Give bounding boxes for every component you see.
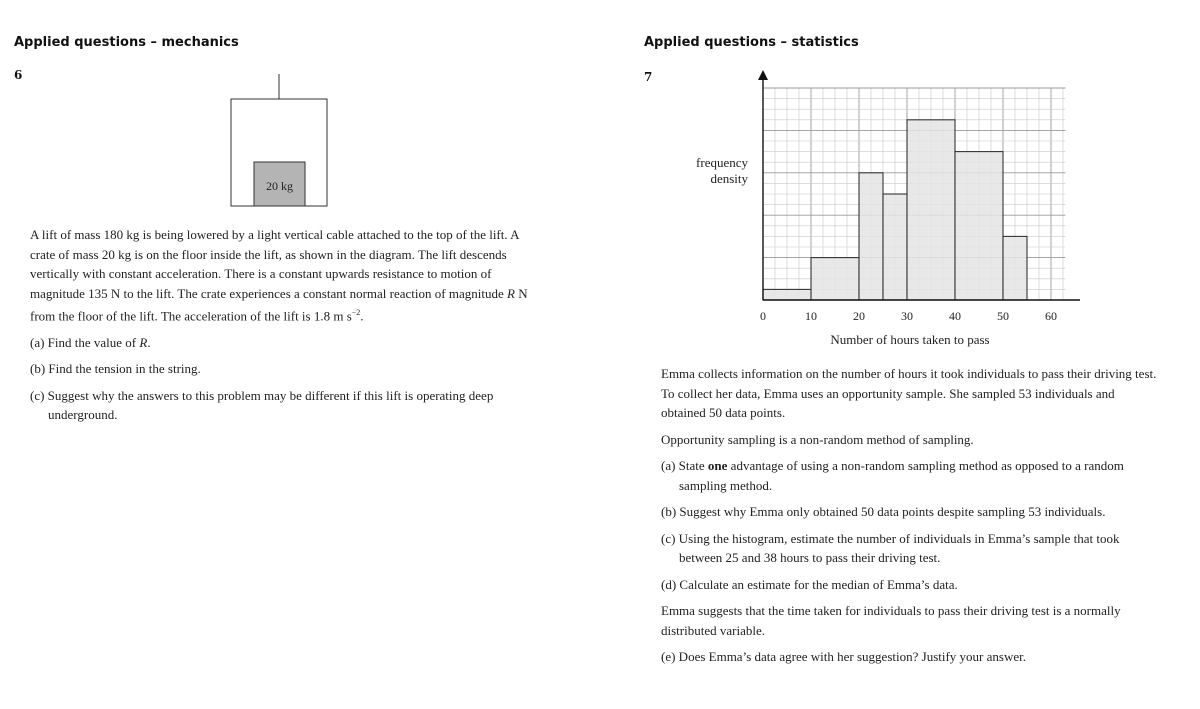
part-b: (b) Suggest why Emma only obtained 50 data points despite sampling 53 individuals. xyxy=(661,504,1106,519)
x-axis-label: Number of hours taken to pass xyxy=(830,332,990,347)
part-a-text: (a) Find the value of xyxy=(30,334,140,350)
part-a xyxy=(661,456,1181,476)
histogram-bar xyxy=(907,120,955,300)
question-number-7: 7 xyxy=(644,70,653,84)
part-c: (c) Using the histogram, estimate the number of individuals in Emma’s sample that took xyxy=(661,530,1120,546)
part-a-continued: sampling method. xyxy=(679,477,773,493)
histogram-bar xyxy=(811,258,859,300)
period: . xyxy=(147,334,151,350)
y-axis-arrow xyxy=(758,70,768,80)
statistics-question-text xyxy=(661,364,1181,667)
para-3: Emma suggests that the time taken for individuals to pass their driving test is a normally xyxy=(661,603,1121,618)
period: . xyxy=(360,308,364,324)
intro-line-text: magnitude 135 N to the lift. The crate experiences a constant normal reaction of magnitude xyxy=(30,285,507,301)
question-number-6: 6 xyxy=(14,68,23,82)
part-a-bold: one xyxy=(707,458,728,473)
part-a-text: advantage of using a non-random sampling method as opposed to a random xyxy=(727,458,1124,473)
lift-diagram xyxy=(228,72,332,208)
x-tick-label: 60 xyxy=(1045,309,1057,323)
crate-label: 20 kg xyxy=(266,179,293,193)
part-b: (b) Find the tension in the string. xyxy=(30,361,201,377)
var-r: R xyxy=(139,334,148,350)
y-axis-label-line: density xyxy=(710,171,748,186)
intro-line xyxy=(30,284,590,304)
y-axis-label-line: frequency xyxy=(696,155,748,170)
mechanics-heading: Applied questions – mechanics xyxy=(14,35,239,50)
statistics-heading: Applied questions – statistics xyxy=(644,35,859,50)
intro-line: A lift of mass 180 kg is being lowered by a light vertical cable attached to the top of the lift. A xyxy=(30,227,520,242)
histogram-bar xyxy=(763,289,811,300)
unit-n: N xyxy=(514,285,528,301)
histogram-bar xyxy=(1003,236,1027,300)
histogram-bar xyxy=(955,152,1003,300)
part-e: (e) Does Emma’s data agree with her suggestion? Justify your answer. xyxy=(661,649,1026,664)
para-2: Opportunity sampling is a non-random method of sampling. xyxy=(661,431,974,447)
part-d: (d) Calculate an estimate for the median of Emma’s data. xyxy=(661,576,958,592)
mechanics-question-text xyxy=(30,225,590,425)
histogram-bar xyxy=(883,194,907,300)
intro-line: vertically with constant acceleration. There is a constant upwards resistance to motion of xyxy=(30,266,492,281)
x-tick-label: 30 xyxy=(901,309,913,323)
x-tick-label: 10 xyxy=(805,309,817,323)
para-line: obtained 50 data points. xyxy=(661,405,786,420)
var-r: R xyxy=(506,285,515,301)
part-c-continued: between 25 and 38 hours to pass their driving test. xyxy=(679,550,941,565)
para-3-continued: distributed variable. xyxy=(661,622,765,638)
intro-line-text: from the floor of the lift. The acceleration of the lift is 1.8 m s xyxy=(30,308,352,324)
x-tick-label: 50 xyxy=(997,309,1009,323)
histogram xyxy=(700,66,1080,356)
part-c: (c) Suggest why the answers to this problem may be different if this lift is operating deep xyxy=(30,387,494,403)
para-line: To collect her data, Emma uses an opportunity sample. She sampled 53 individuals and xyxy=(661,385,1115,401)
x-tick-label: 0 xyxy=(760,309,766,323)
part-a xyxy=(30,333,590,353)
para-line: Emma collects information on the number of hours it took individuals to pass their driving test. xyxy=(661,366,1157,381)
intro-line: crate of mass 20 kg is on the floor inside the lift, as shown in the diagram. The lift descends xyxy=(30,246,507,262)
tick-labels xyxy=(760,309,1057,323)
x-tick-label: 20 xyxy=(853,309,865,323)
x-tick-label: 40 xyxy=(949,309,961,323)
part-c-continued: underground. xyxy=(48,407,118,423)
exponent: −2 xyxy=(351,308,361,317)
intro-line xyxy=(30,303,590,326)
histogram-bar xyxy=(859,173,883,300)
part-a-text: (a) State xyxy=(661,458,708,473)
